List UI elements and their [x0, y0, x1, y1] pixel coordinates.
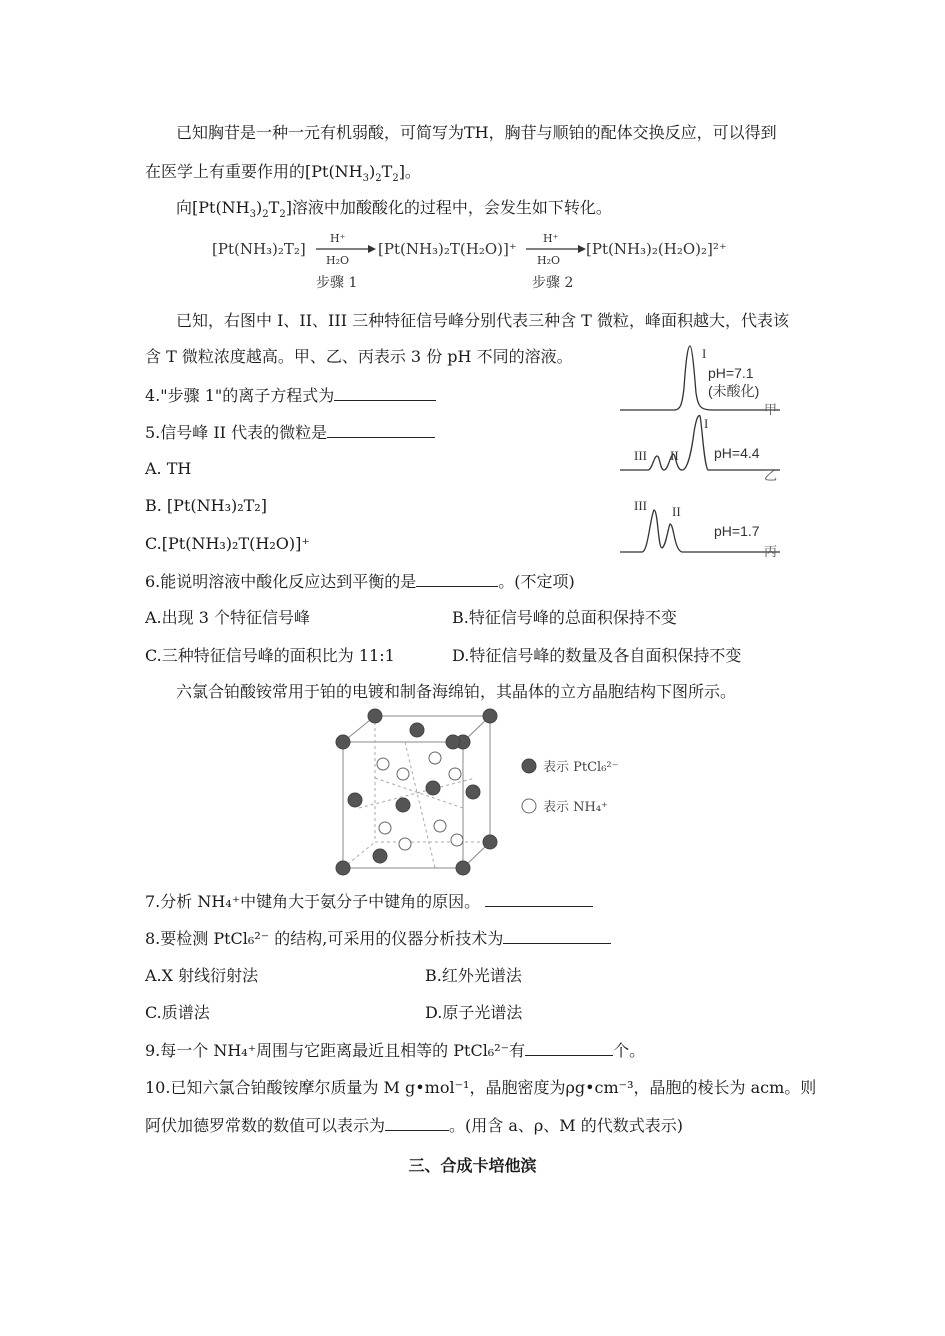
spectrum-a-note: (未酸化) [708, 383, 760, 399]
spectrum-b-peak-I: I [704, 416, 709, 431]
intro-line-3-a: 向[Pt(NH [176, 198, 250, 217]
q6-option-a: A.出现 3 个特征信号峰 [145, 608, 310, 627]
crystal-cell-figure [325, 708, 625, 880]
question-5 [145, 421, 435, 444]
intro-line-2-a: 在医学上有重要作用的[Pt(NH [145, 162, 363, 181]
question-10-line-1: 10.已知六氯合铂酸铵摩尔质量为 M g•mol⁻¹，晶胞密度为ρg•cm⁻³，晶胞的棱长为 acm。则 [145, 1078, 817, 1097]
crystal-intro: 六氯合铂酸铵常用于铂的电镀和制备海绵铂，其晶体的立方晶胞结构下图所示。 [176, 682, 737, 701]
spectrum-a-name: 甲 [764, 403, 778, 418]
arrow2-top: H⁺ [543, 232, 559, 245]
answer-blank-q9[interactable] [525, 1039, 613, 1056]
spectrum-a-peak-label: I [702, 346, 707, 361]
q8-option-d: D.原子光谱法 [425, 1003, 523, 1022]
intro-line-2-b: ) [369, 162, 376, 181]
intro-line-2: 在医学上有重要作用的$[Pt(NH_3)_2T_2]$。 [145, 162, 421, 185]
answer-blank-q7[interactable] [485, 890, 593, 907]
unit-cell-graphic [325, 708, 625, 880]
q8-option-a: A.X 射线衍射法 [145, 966, 259, 985]
known-line-2: 含 T 微粒浓度越高。甲、乙、丙表示 3 份 pH 不同的溶液。 [145, 347, 573, 366]
legend-open-atom-icon [522, 799, 536, 813]
answer-blank-q6[interactable] [416, 570, 498, 587]
q6-option-c: C.三种特征信号峰的面积比为 11:1 [145, 646, 395, 665]
arrow1-bottom: H₂O [326, 254, 350, 267]
q5-option-b: B. [Pt(NH₃)₂T₂] [145, 496, 267, 515]
answer-blank-q4[interactable] [334, 384, 436, 401]
answer-blank-q10[interactable] [385, 1114, 449, 1131]
spectrum-b-peak-III: III [634, 448, 647, 463]
question-8-text: 8.要检测 PtCl₆²⁻ 的结构,可采用的仪器分析技术为 [145, 929, 504, 948]
question-6 [145, 570, 575, 593]
arrow1-top: H⁺ [330, 232, 346, 245]
section-3-heading: 三、合成卡培他滨 [408, 1156, 537, 1175]
question-5-text: 5.信号峰 II 代表的微粒是 [145, 423, 328, 442]
legend-filled-atom-icon [522, 759, 536, 773]
intro-line-1: 已知胸苷是一种一元有机弱酸，可简写为TH，胸苷与顺铂的配体交换反应，可以得到 [176, 123, 777, 142]
question-7-text: 7.分析 NH₄⁺中键角大于氨分子中键角的原因。 [145, 892, 481, 911]
intro-line-3-b: ]溶液中加酸酸化的过程中，会发生如下转化。 [285, 198, 612, 217]
arrow-2-icon [526, 244, 586, 254]
reaction-species-2: [Pt(NH₃)₂T(H₂O)]⁺ [378, 240, 517, 258]
spectrum-b-name: 乙 [764, 469, 778, 484]
spectrum-b-peak-II: II [670, 448, 679, 463]
spectrum-a-ph: pH=7.1 [708, 365, 754, 381]
legend-open-label: 表示 NH₄⁺ [543, 800, 608, 815]
question-9-text: 9.每一个 NH₄⁺周围与它距离最近且相等的 PtCl₆²⁻有 [145, 1041, 526, 1060]
question-10-line-2 [145, 1114, 683, 1137]
step-2-label: 步骤 2 [532, 275, 574, 291]
question-4 [145, 384, 436, 407]
arrow-1-icon [316, 244, 376, 254]
spectra-graphic [612, 338, 792, 560]
answer-blank-q8[interactable] [503, 927, 611, 944]
question-10-text: 阿伏加德罗常数的数值可以表示为 [145, 1116, 386, 1135]
question-7 [145, 890, 593, 913]
question-4-text: 4."步骤 1"的离子方程式为 [145, 386, 335, 405]
legend-filled-label: 表示 PtCl₆²⁻ [543, 760, 619, 775]
answer-blank-q5[interactable] [327, 421, 435, 438]
known-line-1: 已知，右图中 I、II、III 三种特征信号峰分别代表三种含 T 微粒，峰面积越大，代表该 [176, 311, 789, 330]
question-9 [145, 1039, 645, 1062]
spectrum-c-ph: pH=1.7 [714, 523, 760, 539]
question-6-tail: 。(不定项) [498, 572, 575, 591]
q6-option-b: B.特征信号峰的总面积保持不变 [452, 608, 677, 627]
question-8 [145, 927, 611, 950]
reaction-scheme [212, 232, 732, 294]
question-6-text: 6.能说明溶液中酸化反应达到平衡的是 [145, 572, 417, 591]
q8-option-c: C.质谱法 [145, 1003, 210, 1022]
q6-option-d: D.特征信号峰的数量及各自面积保持不变 [452, 646, 742, 665]
q5-option-a: A. TH [145, 459, 192, 478]
step-1-label: 步骤 1 [316, 275, 358, 291]
spectrum-b-ph: pH=4.4 [714, 445, 760, 461]
question-10-tail: 。(用含 a、ρ、M 的代数式表示) [449, 1116, 684, 1135]
intro-line-2-c: ]。 [398, 162, 421, 181]
intro-line-3: 向$[Pt(NH_3)_2T_2]$溶液中加酸酸化的过程中，会发生如下转化。 [176, 198, 612, 221]
spectrum-c-name: 丙 [764, 545, 778, 560]
reaction-species-1: [Pt(NH₃)₂T₂] [212, 240, 306, 258]
q8-option-b: B.红外光谱法 [425, 966, 522, 985]
question-9-tail: 个。 [613, 1041, 646, 1060]
nmr-spectra-figure [612, 338, 792, 560]
arrow2-bottom: H₂O [537, 254, 561, 267]
spectrum-c-peak-II: II [672, 504, 681, 519]
reaction-species-3: [Pt(NH₃)₂(H₂O)₂]²⁺ [586, 240, 727, 258]
spectrum-c-peak-III: III [634, 498, 647, 513]
q5-option-c: C.[Pt(NH₃)₂T(H₂O)]⁺ [145, 534, 310, 553]
